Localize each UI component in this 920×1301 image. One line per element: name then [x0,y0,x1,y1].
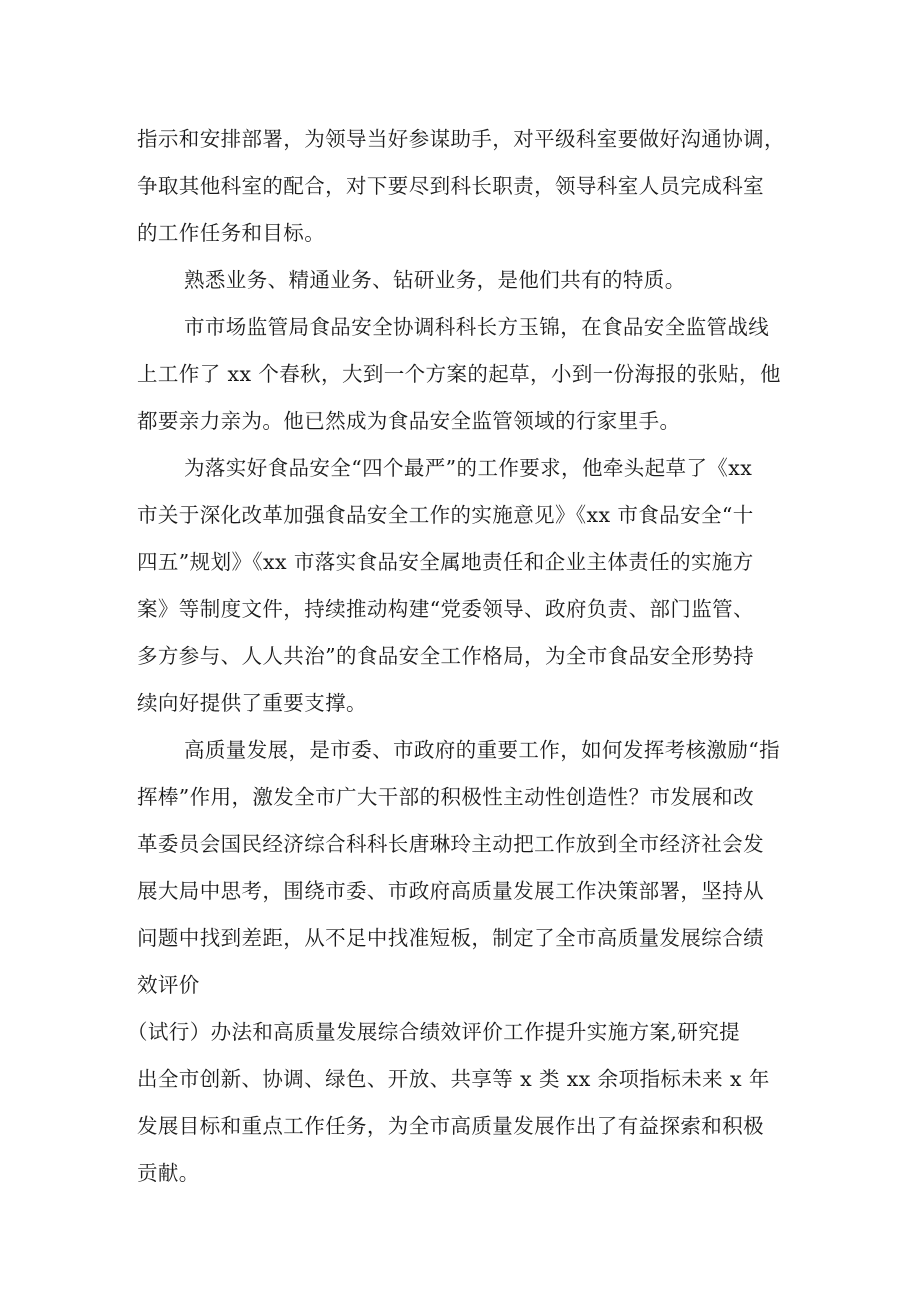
paragraph-line: 挥棒”作用，激发全市广大干部的积极性主动性创造性？市发展和改 [137,785,754,809]
paragraph-line: 指示和安排部署，为领导当好参谋助手，对平级科室要做好沟通协调， [137,127,785,151]
paragraph-line: （试行）办法和高质量发展综合绩效评价工作提升实施方案,研究提 [127,1020,741,1044]
paragraph-line: 上工作了 xx 个春秋，大到一个方案的起草，小到一份海报的张贴，他 [137,362,781,386]
paragraph-line: 续向好提供了重要支撑。 [137,691,367,715]
paragraph-line: 展大局中思考，围绕市委、市政府高质量发展工作决策部署，坚持从 [137,879,764,903]
paragraph-line: 多方参与、人人共治”的食品安全工作格局，为全市食品安全形势持 [137,644,754,668]
paragraph-line: 高质量发展，是市委、市政府的重要工作，如何发挥考核激励“指 [184,738,781,762]
paragraph-line: 贡献。 [137,1161,200,1185]
paragraph-line: 革委员会国民经济综合科科长唐琳玲主动把工作放到全市经济社会发 [137,832,764,856]
paragraph-line: 市关于深化改革加强食品安全工作的实施意见》《xx 市食品安全“十 [137,503,754,527]
paragraph-line: 四五”规划》《xx 市落实食品安全属地责任和企业主体责任的实施方 [137,550,754,574]
paragraph-line: 熟悉业务、精通业务、钻研业务，是他们共有的特质。 [184,268,686,292]
paragraph-line: 案》等制度文件，持续推动构建“党委领导、政府负责、部门监管、 [137,597,754,621]
paragraph-line: 的工作任务和目标。 [137,221,326,245]
document-body [127,116,797,1197]
paragraph-line: 出全市创新、协调、绿色、开放、共享等 x 类 xx 余项指标未来 x 年 [137,1067,770,1091]
paragraph-line: 都要亲力亲为。他已然成为食品安全监管领域的行家里手。 [137,409,681,433]
paragraph-line: 发展目标和重点工作任务，为全市高质量发展作出了有益探索和积极 [137,1114,764,1138]
paragraph-line: 争取其他科室的配合，对下要尽到科长职责，领导科室人员完成科室 [137,174,764,198]
paragraph-line: 市市场监管局食品安全协调科科长方玉锦，在食品安全监管战线 [184,315,770,339]
paragraph-line: 效评价 [137,973,200,997]
paragraph-line: 为落实好食品安全“四个最严”的工作要求，他牵头起草了《xx [184,456,753,480]
paragraph-line: 问题中找到差距，从不足中找准短板，制定了全市高质量发展综合绩 [137,926,764,950]
